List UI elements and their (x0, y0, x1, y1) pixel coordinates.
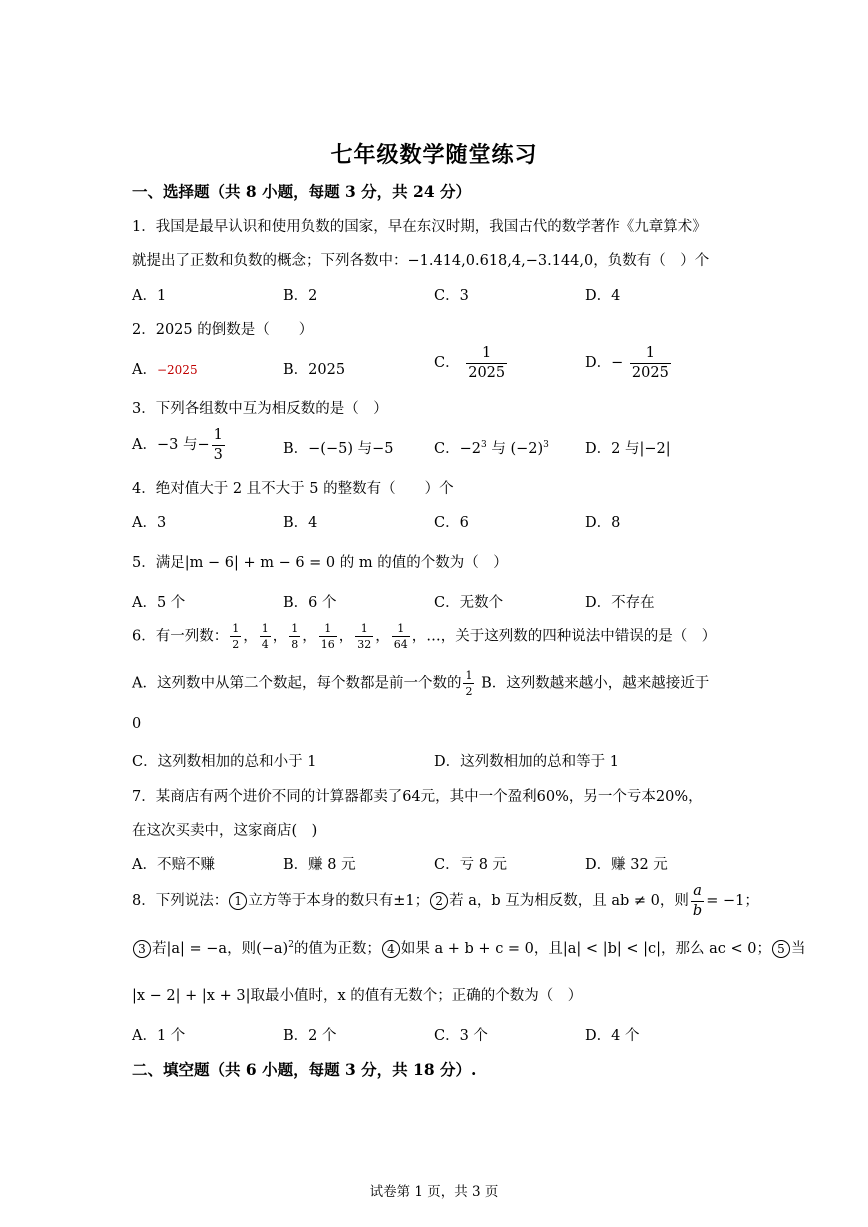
q6-option-d: D．这列数相加的总和等于 1 (434, 754, 619, 770)
q2-option-d-sign: − (611, 355, 624, 371)
fraction-denominator: 32 (357, 638, 372, 651)
exponent: 3 (543, 440, 549, 451)
q1-option-b: B．2 (283, 288, 318, 304)
q5-option-d: D．不存在 (585, 595, 655, 611)
fraction-denominator: 16 (320, 638, 335, 651)
q6-seq-fraction (392, 623, 410, 650)
q2-stem: 2．2025 的倒数是（ ） (132, 322, 314, 338)
q1-option-d: D．4 (585, 288, 621, 304)
fraction-denominator: 3 (213, 446, 223, 463)
fraction-numerator: 1 (466, 346, 507, 364)
fraction-denominator: 2025 (468, 364, 506, 381)
q2-option-d (585, 346, 673, 380)
fraction-numerator: 1 (212, 428, 225, 446)
q7-option-d: D．赚 32 元 (585, 857, 668, 873)
q4-option-c: C．6 (434, 515, 469, 531)
q1-option-c: C．3 (434, 288, 469, 304)
q5-option-c: C．无数个 (434, 595, 504, 611)
q3-stem: 3．下列各组数中互为相反数的是（ ） (132, 401, 388, 417)
fraction-denominator: 4 (261, 638, 269, 651)
q6-seq-fraction (289, 623, 300, 650)
fraction-numerator: 1 (355, 623, 373, 637)
q8-option-d: D．4 个 (585, 1028, 640, 1044)
q3-option-c-connector: 与 (486, 441, 511, 457)
fraction-denominator: 8 (291, 638, 299, 651)
q5-stem: 5．满足|m − 6| + m − 6 = 0 的 m 的值的个数为（ ） (132, 555, 508, 571)
q6-seq-fraction (260, 623, 271, 650)
q3-option-d: D．2 与|−2| (585, 441, 671, 457)
q5-option-a: A．5 个 (132, 595, 186, 611)
fraction-numerator: 1 (261, 622, 269, 635)
q6-option-b-continuation: 0 (132, 716, 142, 732)
q2-option-c (434, 346, 509, 380)
q7-line2: 在这次买卖中，这家商店( ) (132, 823, 318, 839)
q8-option-a: A．1 个 (132, 1028, 186, 1044)
q8-line2 (132, 937, 805, 958)
q6-option-a: A．这列数中从第二个数起，每个数都是前一个数的 (132, 675, 462, 692)
circled-number-icon: 3 (133, 940, 151, 958)
q8-text: 8．下列说法： (132, 893, 229, 909)
fraction-denominator: 2 (465, 685, 473, 698)
q7-option-c: C．亏 8 元 (434, 857, 508, 873)
q8-text: 若 a，b 互为相反数，且 ab ≠ 0，则 (449, 893, 689, 909)
fraction-numerator: 1 (465, 669, 473, 682)
q6-seq-fraction (355, 623, 373, 650)
section-heading-choice: 一、选择题（共 8 小题，每题 3 分，共 24 分） (132, 182, 472, 201)
circled-number-icon: 1 (229, 892, 247, 910)
q6-option-b: B．这列数越来越小，越来越接近于 (476, 675, 710, 692)
q8-text: 的值为正数； (293, 941, 381, 957)
fraction-numerator: 1 (319, 623, 337, 637)
q2-option-a-label: A． (132, 362, 157, 378)
q6-stem-prefix: 6．有一列数： (132, 628, 229, 645)
q3-option-c-label: C． (434, 441, 460, 457)
q6-option-a-b (132, 670, 709, 697)
circled-number-icon: 2 (430, 892, 448, 910)
q1-option-a: A．1 (132, 288, 167, 304)
fraction-denominator: b (692, 902, 703, 919)
q4-option-a: A．3 (132, 515, 167, 531)
q3-option-b: B．−(−5) 与−5 (283, 441, 394, 457)
q5-option-b: B．6 个 (283, 595, 337, 611)
exponent: 2 (288, 940, 294, 951)
q3-option-c (434, 437, 549, 458)
q2-option-c-label: C． (434, 355, 460, 371)
q8-text: 当 (790, 941, 806, 957)
q6-option-c: C．这列数相加的总和小于 1 (132, 754, 317, 770)
q6-option-a-fraction (463, 670, 474, 697)
section-heading-fill: 二、填空题（共 6 小题，每题 3 分，共 18 分）. (132, 1060, 477, 1079)
q6-stem-suffix: ，…，关于这列数的四种说法中错误的是（ ） (411, 628, 717, 645)
q3-option-c-base2: (−2) (510, 441, 544, 457)
circled-number-icon: 5 (772, 940, 790, 958)
fraction-numerator: a (691, 884, 704, 902)
fraction-denominator: 2025 (631, 364, 669, 381)
q4-stem: 4．绝对值大于 2 且不大于 5 的整数有（ ）个 (132, 481, 454, 497)
q2-option-a-value: −2025 (156, 363, 198, 377)
q3-option-a-fraction (212, 428, 225, 462)
q6-stem: 6．有一列数： $\frac{1}{2}$ ， $\frac{1}{4}$ ， $\frac{1}{8}$ ， $\frac{1}{16}$ ， $\frac{1}{32}$ ， $\frac{1}{64}$ ，…，关于这列数的四种说法中错误的是（ ） (132, 622, 717, 651)
q8-line1 (132, 884, 759, 918)
q7-line1: 7．某商店有两个进价不同的计算器都卖了64元，其中一个盈利60%，另一个亏本20%， (132, 789, 703, 805)
q8-text: = −1； (706, 893, 759, 909)
q3-option-c-base1: −2 (459, 441, 481, 457)
q8-line3: |x − 2| + |x + 3|取最小值时，x 的值有无数个；正确的个数为（ ） (132, 988, 583, 1004)
fraction-numerator: 1 (232, 622, 240, 635)
q3-option-a-label: A． (132, 437, 157, 453)
q4-option-b: B．4 (283, 515, 318, 531)
q3-option-a-text: −3 与− (156, 437, 210, 453)
q2-option-c-fraction (466, 346, 507, 380)
q8-text: 若|a| = −a，则(−a) (152, 941, 289, 957)
q6-seq-fraction (230, 623, 241, 650)
q4-option-d: D．8 (585, 515, 621, 531)
q8-option-b: B．2 个 (283, 1028, 337, 1044)
q2-option-b: B．2025 (283, 362, 346, 378)
q2-option-d-fraction (630, 346, 671, 380)
fraction-numerator: 1 (291, 622, 299, 635)
fraction-numerator: 1 (630, 346, 671, 364)
fraction-denominator: 2 (232, 638, 240, 651)
q1-line1: 1．我国是最早认识和使用负数的国家，早在东汉时期，我国古代的数学著作《九章算术》 (132, 219, 707, 235)
fraction-denominator: 64 (393, 638, 408, 651)
q8-fraction (691, 884, 704, 918)
q1-line2: 就提出了正数和负数的概念；下列各数中：−1.414,0.618,4,−3.144,0，负数有（ ）个 (132, 253, 710, 269)
q2-option-d-label: D． (585, 355, 612, 371)
q7-option-a: A．不赔不赚 (132, 857, 215, 873)
fraction-numerator: 1 (392, 623, 410, 637)
q8-option-c: C．3 个 (434, 1028, 488, 1044)
q3-option-a (132, 428, 227, 462)
page-title: 七年级数学随堂练习 (330, 142, 538, 168)
q8-text: 立方等于本身的数只有±1； (248, 893, 430, 909)
page-footer: 试卷第 1 页，共 3 页 (369, 1184, 499, 1200)
circled-number-icon: 4 (382, 940, 400, 958)
q8-text: 如果 a + b + c = 0，且|a| < |b| < |c|，那么 ac < 0； (400, 941, 771, 957)
exponent: 3 (480, 440, 487, 451)
q6-seq-fraction (319, 623, 337, 650)
q7-option-b: B．赚 8 元 (283, 857, 356, 873)
q2-option-a (132, 358, 198, 379)
